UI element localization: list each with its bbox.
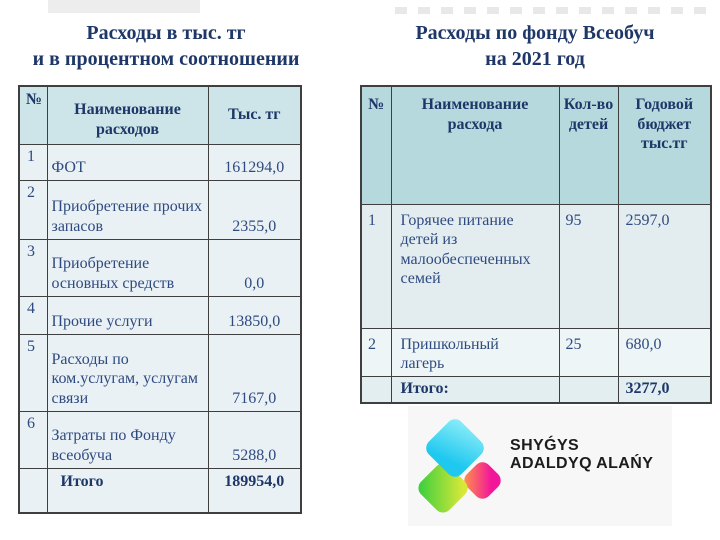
right-panel-title [362,20,708,72]
col-header-number: № [19,86,47,144]
col-header-number: № [361,86,391,204]
row-number: 2 [19,180,47,239]
total-label: Итого [47,468,208,513]
row-number: 4 [19,296,47,334]
budget-value: 2597,0 [618,204,711,328]
table-row [361,204,711,328]
expense-name: Прочие услуги [47,296,208,334]
row-number: 6 [19,411,47,468]
expense-value: 13850,0 [208,296,301,334]
right-title-line2: на 2021 год [485,48,585,70]
left-panel-title [12,20,320,72]
vseobuch-fund-table [360,85,712,404]
left-title-line1: Расходы в тыс. тг [86,22,246,44]
row-number: 1 [361,204,391,328]
table-row [19,411,301,468]
table-total-row [361,376,711,403]
total-row-spacer [19,468,47,513]
table-total-row [19,468,301,513]
budget-value: 680,0 [618,328,711,376]
total-row-spacer [361,376,391,403]
col-header-expense-name: Наименование расходов [47,86,208,144]
expense-value: 0,0 [208,239,301,296]
table-header-row [19,86,301,144]
total-value: 189954,0 [208,468,301,513]
table-header-row [361,86,711,204]
logo-wordmark [510,437,653,473]
table-row [19,239,301,296]
total-label: Итого: [391,376,559,403]
expense-value: 161294,0 [208,144,301,180]
col-header-expense-name: Наименование расхода [391,86,559,204]
slide-artifact-strip [48,0,200,13]
expense-value: 7167,0 [208,334,301,411]
total-value: 3277,0 [618,376,711,403]
table-row [19,180,301,239]
left-title-line2: и в процентном соотношении [32,48,300,70]
row-number: 5 [19,334,47,411]
col-header-thousand-tenge: Тыс. тг [208,86,301,144]
expense-name: Приобретение прочих запасов [47,180,208,239]
expense-name: Затраты по Фонду всеобуча [47,411,208,468]
expense-name: Расходы по ком.услугам, услугам связи [47,334,208,411]
expense-name: Горячее питание детей из малообеспеченных семей [391,204,559,328]
shygys-adaldyq-alany-logo [408,406,672,526]
children-count: 25 [559,328,618,376]
slide-artifact-dashes [395,7,710,14]
col-header-annual-budget: Годовой бюджет тыс.тг [618,86,711,204]
expense-name: Пришкольный лагерь [391,328,559,376]
expense-name: ФОТ [47,144,208,180]
right-title-line1: Расходы по фонду Всеобуч [415,22,655,44]
children-count: 95 [559,204,618,328]
table-row [19,334,301,411]
col-header-children-count: Кол-во детей [559,86,618,204]
row-number: 1 [19,144,47,180]
table-row [19,144,301,180]
total-row-spacer [559,376,618,403]
expense-value: 2355,0 [208,180,301,239]
table-row [361,328,711,376]
row-number: 3 [19,239,47,296]
logo-line2: ADALDYQ ALAŃY [510,455,654,472]
expenses-table [18,85,302,514]
expense-name: Приобретение основных средств [47,239,208,296]
row-number: 2 [361,328,391,376]
logo-line1: SHYǴYS [510,437,580,454]
table-row [19,296,301,334]
expense-value: 5288,0 [208,411,301,468]
